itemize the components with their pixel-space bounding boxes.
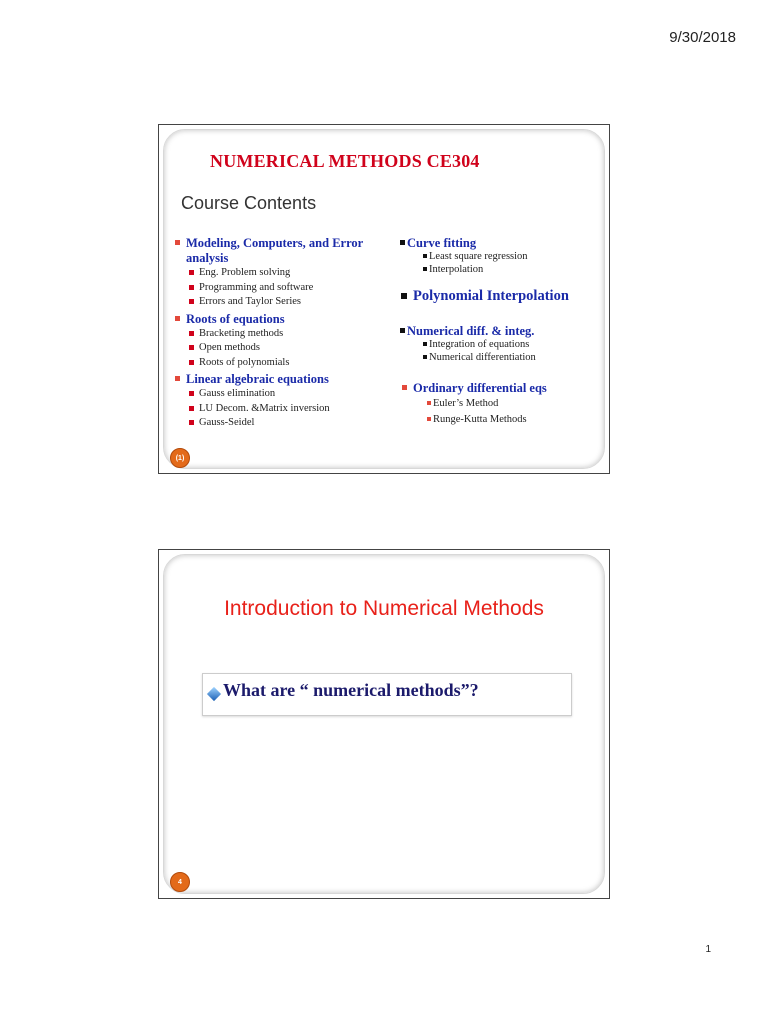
bullet-icon	[189, 391, 194, 396]
bullet-icon	[423, 267, 427, 271]
bullet-icon	[175, 376, 180, 381]
subtopic-item: Gauss elimination	[172, 387, 382, 402]
question-box	[202, 673, 572, 716]
slide-1-subtitle: Course Contents	[181, 193, 317, 213]
subtopic-item: Programming and software	[172, 281, 382, 296]
topic-heading: Numerical diff. & integ.	[400, 324, 536, 339]
slide-number-badge: 4	[170, 872, 190, 892]
page-number: 1	[705, 944, 711, 955]
subtopic-item: Runge-Kutta Methods	[400, 412, 547, 428]
topic-group	[400, 289, 569, 304]
bullet-icon	[400, 240, 405, 245]
bullet-icon	[423, 355, 427, 359]
bullet-icon	[175, 240, 180, 245]
topic-group	[400, 236, 528, 276]
topic-heading: Linear algebraic equations	[172, 372, 382, 387]
slide-1-body	[163, 129, 605, 469]
topic-heading: Ordinary differential eqs	[400, 381, 547, 396]
bullet-icon	[423, 342, 427, 346]
subtopic-item: Bracketing methods	[172, 327, 382, 342]
diamond-bullet-icon	[207, 687, 221, 701]
bullet-icon	[189, 345, 194, 350]
slide-1-thumbnail	[158, 124, 610, 474]
bullet-icon	[427, 417, 431, 421]
topic-heading: Polynomial Interpolation	[400, 289, 569, 304]
bullet-icon	[175, 316, 180, 321]
bullet-icon	[189, 285, 194, 290]
slide-2-body	[163, 554, 605, 894]
subtopic-item: Open methods	[172, 341, 382, 356]
subtopic-item: Errors and Taylor Series	[172, 295, 382, 310]
topic-heading: Curve fitting	[400, 236, 528, 251]
bullet-icon	[423, 254, 427, 258]
topic-heading: Modeling, Computers, and Error analysis	[172, 236, 382, 266]
bullet-icon	[189, 270, 194, 275]
subtopic-item: Roots of polynomials	[172, 356, 382, 371]
slide-1-title: NUMERICAL METHODS CE304	[210, 151, 480, 171]
bullet-icon	[189, 331, 194, 336]
subtopic-item: Integration of equations	[400, 339, 536, 352]
topic-group	[400, 324, 536, 364]
topic-group	[400, 381, 547, 428]
subtopic-item: Euler’s Method	[400, 396, 547, 412]
left-content-column	[172, 236, 382, 431]
bullet-icon	[400, 328, 405, 333]
subtopic-item: Interpolation	[400, 264, 528, 277]
bullet-icon	[402, 385, 407, 390]
question-text: What are “ numerical methods”?	[223, 680, 479, 700]
slide-2-title: Introduction to Numerical Methods	[224, 597, 544, 620]
bullet-icon	[401, 293, 407, 299]
bullet-icon	[189, 420, 194, 425]
bullet-icon	[427, 401, 431, 405]
bullet-icon	[189, 299, 194, 304]
slide-number-badge: (1)	[170, 448, 190, 468]
slide-2-thumbnail	[158, 549, 610, 899]
bullet-icon	[189, 360, 194, 365]
subtopic-item: Least square regression	[400, 251, 528, 264]
print-date: 9/30/2018	[669, 29, 736, 46]
subtopic-item: Gauss-Seidel	[172, 416, 382, 431]
topic-heading: Roots of equations	[172, 312, 382, 327]
bullet-icon	[189, 406, 194, 411]
subtopic-item: LU Decom. &Matrix inversion	[172, 402, 382, 417]
subtopic-item: Eng. Problem solving	[172, 266, 382, 281]
subtopic-item: Numerical differentiation	[400, 352, 536, 365]
